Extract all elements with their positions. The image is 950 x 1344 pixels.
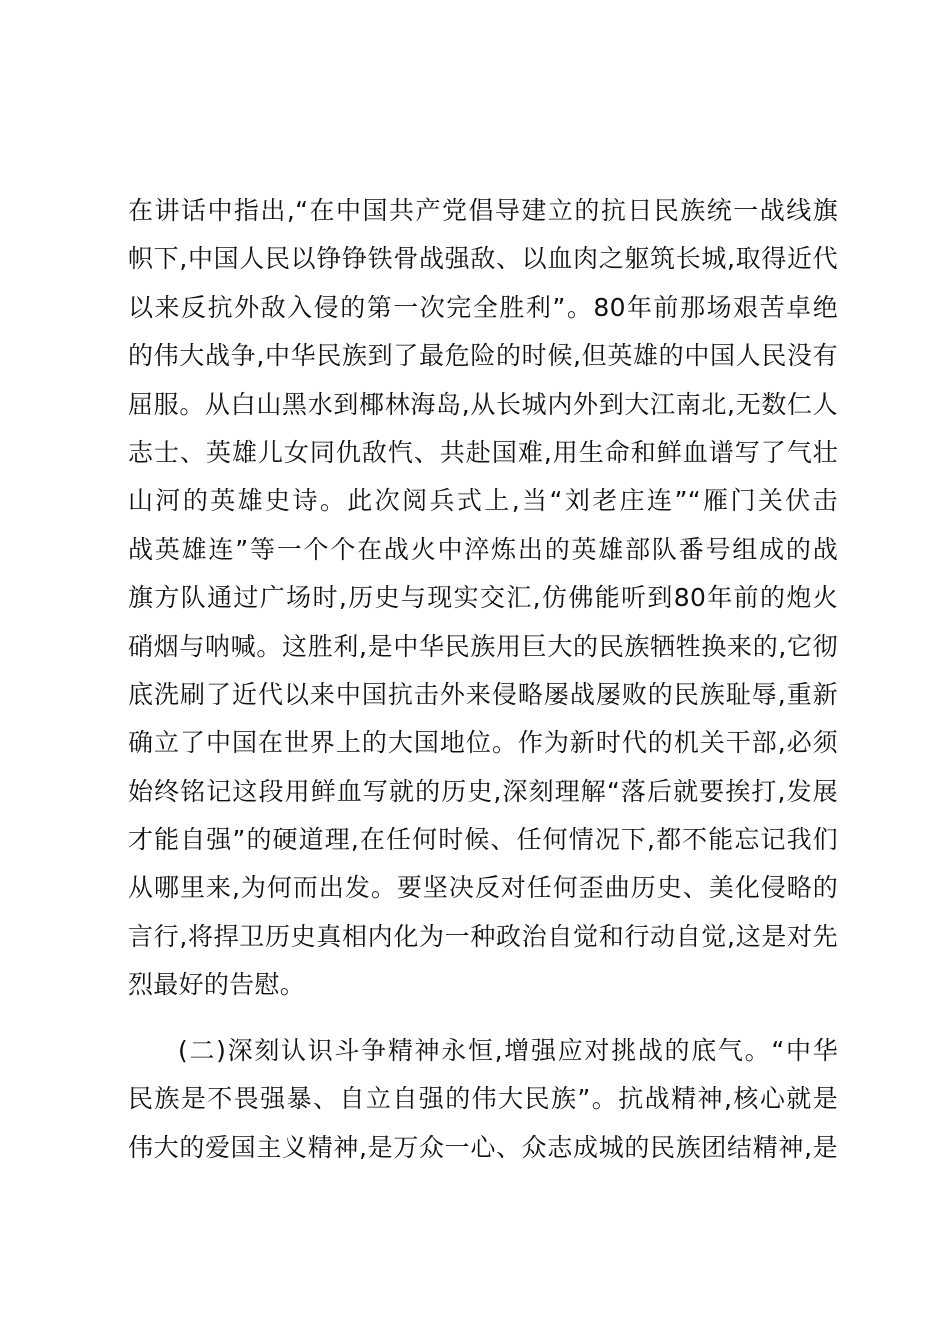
text-line: 屈服。从白山黑水到椰林海岛,从长城内外到大江南北,无数仁人	[128, 389, 838, 419]
text-line: 硝烟与呐喊。这胜利,是中华民族用巨大的民族牺牲换来的,它彻	[128, 631, 838, 661]
paragraph-1	[128, 187, 838, 1010]
text-line: 旗方队通过广场时,历史与现实交汇,仿佛能听到80年前的炮火	[128, 583, 838, 613]
text-line: 确立了中国在世界上的大国地位。作为新时代的机关干部,必须	[128, 728, 838, 758]
text-line: 才能自强”的硬道理,在任何时候、任何情况下,都不能忘记我们	[128, 825, 838, 855]
text-line: 在讲话中指出,“在中国共产党倡导建立的抗日民族统一战线旗	[128, 196, 838, 225]
text-line: 始终铭记这段用鲜血写就的历史,深刻理解“落后就要挨打,发展	[128, 776, 838, 806]
text-line: 山河的英雄史诗。此次阅兵式上,当“刘老庄连”“雁门关伏击	[128, 486, 838, 516]
text-line: 以来反抗外敌入侵的第一次完全胜利”。80年前那场艰苦卓绝	[128, 292, 838, 322]
text-line: 的伟大战争,中华民族到了最危险的时候,但英雄的中国人民没有	[128, 341, 838, 371]
paragraph-2	[128, 1027, 838, 1172]
section-heading-line: (二)深刻认识斗争精神永恒,增强应对挑战的底气。“中华	[178, 1036, 838, 1065]
text-line: 言行,将捍卫历史真相内化为一种政治自觉和行动自觉,这是对先	[128, 921, 838, 951]
text-line: 底洗刷了近代以来中国抗击外来侵略屡战屡败的民族耻辱,重新	[128, 679, 838, 709]
text-line: 帜下,中国人民以铮铮铁骨战强敌、以血肉之躯筑长城,取得近代	[128, 244, 838, 274]
text-line: 志士、英雄儿女同仇敌忾、共赴国难,用生命和鲜血谱写了气壮	[128, 437, 838, 467]
text-line: 民族是不畏强暴、自立自强的伟大民族”。抗战精神,核心就是	[128, 1084, 838, 1114]
text-line: 战英雄连”等一个个在战火中淬炼出的英雄部队番号组成的战	[128, 534, 838, 564]
text-line: 烈最好的告慰。	[128, 970, 306, 1000]
text-line: 从哪里来,为何而出发。要坚决反对任何歪曲历史、美化侵略的	[128, 873, 838, 903]
text-line: 伟大的爱国主义精神,是万众一心、众志成城的民族团结精神,是	[128, 1132, 838, 1162]
